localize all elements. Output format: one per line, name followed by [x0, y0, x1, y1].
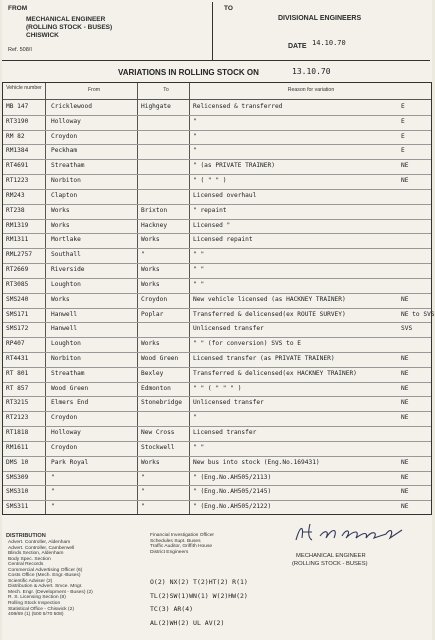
- from-depot: Norbiton: [51, 177, 81, 185]
- to-depot: Highgate: [141, 103, 171, 110]
- row-rule: [3, 485, 431, 486]
- vehicle-number: RM1611: [6, 443, 29, 451]
- variation-reason: " " (for conversion) SVS to E: [193, 340, 302, 348]
- distribution-count-line: AL(2)WH(2) UL AV(2): [150, 618, 225, 627]
- distribution-entry: Blinds Section, Aldenham: [8, 551, 64, 557]
- classification-code: SVS: [401, 325, 413, 333]
- variation-reason: " ": [193, 280, 205, 288]
- from-line-3: CHISWICK: [26, 32, 59, 39]
- vehicle-number: RT 801: [6, 369, 29, 377]
- to-depot: ": [141, 488, 145, 496]
- variation-reason: " repaint: [193, 206, 227, 214]
- table-row: [3, 100, 431, 115]
- vehicle-number: RT1223: [6, 177, 29, 185]
- vehicle-number: RT2669: [6, 266, 29, 274]
- variation-reason: " (Eng.No.AH505/2113): [193, 473, 272, 481]
- to-depot: Works: [141, 236, 160, 244]
- row-rule: [3, 322, 431, 323]
- distribution-entry: Body Spec. Section: [8, 556, 51, 562]
- vehicle-number: RT4691: [6, 162, 29, 170]
- signature: [290, 520, 410, 546]
- vehicle-number: RML2757: [6, 251, 33, 259]
- row-rule: [3, 396, 431, 397]
- from-depot: Streatham: [51, 162, 85, 170]
- classification-code: NE: [401, 458, 409, 466]
- variation-reason: New vehicle licensed (as HACKNEY TRAINER): [193, 295, 346, 303]
- row-rule: [3, 441, 431, 442]
- variation-reason: " (Eng.No.AH505/2145): [193, 488, 272, 496]
- table-row: [3, 352, 431, 367]
- to-depot: Works: [141, 458, 160, 466]
- distribution-entry: Financial Investigation Officer: [150, 533, 215, 538]
- distribution-count-line: O(2) NX(2) T(2)HT(2) R(1): [150, 578, 248, 586]
- from-depot: ": [51, 488, 55, 496]
- distribution-list-left: [8, 540, 93, 618]
- row-rule: [3, 174, 431, 175]
- row-rule: [3, 500, 431, 501]
- distribution-entry: Costs Office (Mech. Engr.-Buses): [8, 573, 81, 579]
- from-line-1: MECHANICAL ENGINEER: [26, 16, 106, 23]
- from-depot: Cricklewood: [51, 103, 92, 110]
- classification-code: NE: [401, 414, 409, 422]
- classification-code: E: [401, 117, 405, 125]
- table-row: [3, 293, 431, 308]
- table-row: [3, 219, 431, 234]
- to-depot: ": [141, 473, 145, 481]
- table-row: [3, 159, 431, 174]
- table-row: [3, 263, 431, 278]
- table-row: [3, 337, 431, 352]
- to-depot: Works: [141, 340, 160, 348]
- to-depot: Stonebridge: [141, 399, 182, 407]
- vehicle-number: RM1311: [6, 236, 29, 244]
- table-row: [3, 322, 431, 337]
- table-row: [3, 471, 431, 486]
- row-rule: [3, 263, 431, 264]
- classification-code: NE: [401, 354, 409, 362]
- date-label: DATE: [288, 43, 307, 50]
- vehicle-number: RM243: [6, 191, 25, 199]
- title-date: 13.10.70: [292, 67, 331, 76]
- signatory-title-2: (ROLLING STOCK - BUSES): [292, 561, 368, 567]
- row-rule: [3, 426, 431, 427]
- vehicle-number: RM1384: [6, 147, 29, 155]
- vehicle-number: RM1319: [6, 221, 29, 229]
- variation-reason: " ": [193, 443, 205, 451]
- row-rule: [3, 115, 431, 116]
- distribution-entry: 408/69 (1) (500 5/70 508): [8, 612, 64, 618]
- classification-code: NE: [401, 295, 409, 303]
- from-depot: Park Royal: [51, 458, 89, 466]
- table-row: [3, 500, 431, 515]
- to-depot: Croydon: [141, 295, 168, 303]
- distribution-entry: Central Records: [8, 562, 44, 568]
- signatory-title-1: MECHANICAL ENGINEER: [296, 553, 366, 559]
- from-depot: Norbiton: [51, 354, 81, 362]
- vehicle-number: DMS 10: [6, 458, 29, 466]
- distribution-entry: Schedules Supt. Buses: [150, 538, 201, 544]
- row-rule: [3, 144, 431, 145]
- variation-reason: Licensed transfer (as PRIVATE TRAINER): [193, 354, 335, 362]
- variation-reason: Licensed overhaul: [193, 191, 257, 199]
- from-depot: Hanwell: [51, 325, 78, 333]
- to-depot: Bexley: [141, 369, 164, 377]
- from-label: FROM: [8, 5, 28, 12]
- vehicle-number: RT2123: [6, 414, 29, 422]
- to-depot: Wood Green: [141, 354, 179, 362]
- classification-code: NE: [401, 369, 409, 377]
- column-header-vehicle: Vehicle number: [6, 85, 42, 91]
- from-depot: Riverside: [51, 266, 85, 274]
- to-depot: New Cross: [141, 429, 175, 437]
- from-depot: Elmers End: [51, 399, 89, 407]
- distribution-entry: Commercial Advertising Officer (6): [8, 567, 83, 573]
- distribution-entry: Advert. Controller, Aldenham: [8, 540, 71, 545]
- variation-reason: Licensed repaint: [193, 236, 253, 244]
- vehicle-number: SMS310: [6, 488, 29, 496]
- classification-code: E: [401, 132, 405, 140]
- table-row: [3, 382, 431, 397]
- vehicle-number: SMS240: [6, 295, 29, 303]
- variation-reason: " ( " " ): [193, 177, 227, 185]
- to-depot: Hackney: [141, 221, 168, 229]
- variation-reason: ": [193, 132, 197, 140]
- row-rule: [3, 293, 431, 294]
- column-header-reason: Reason for variation: [287, 87, 335, 93]
- to-depot: Edmonton: [141, 384, 171, 392]
- to-depot: Brixton: [141, 206, 168, 214]
- from-line-2: (ROLLING STOCK - BUSES): [26, 24, 113, 31]
- row-rule: [3, 159, 431, 160]
- row-rule: [3, 456, 431, 457]
- table-row: [3, 144, 431, 159]
- row-rule: [3, 352, 431, 353]
- classification-code: NE: [401, 384, 409, 392]
- table-row: [3, 308, 435, 323]
- classification-code: NE: [401, 473, 409, 481]
- distribution-counts: [150, 576, 248, 630]
- memo-header: [2, 2, 430, 61]
- distribution-entry: Traffic Auditor, Griffith House: [150, 544, 213, 550]
- distribution-list-right: [150, 533, 214, 555]
- from-depot: Clapton: [51, 191, 78, 199]
- from-depot: Wood Green: [51, 384, 89, 392]
- page-title: VARIATIONS IN ROLLING STOCK ON: [118, 68, 259, 77]
- to-depot: Poplar: [141, 310, 164, 318]
- vehicle-number: SMS171: [6, 310, 29, 318]
- variation-reason: New bus into stock (Eng.No.169431): [193, 458, 320, 466]
- vehicle-number: SMS311: [6, 503, 29, 511]
- row-rule: [3, 233, 431, 234]
- variation-reason: " (Eng.No.AH505/2122): [193, 503, 272, 511]
- vehicle-number: RM 82: [6, 132, 25, 140]
- table-row: [3, 485, 431, 500]
- from-depot: Works: [51, 206, 70, 214]
- row-rule: [3, 337, 431, 338]
- table-row: [3, 396, 431, 411]
- from-depot: Loughton: [51, 280, 81, 288]
- variation-reason: ": [193, 117, 197, 125]
- vehicle-number: RT238: [6, 206, 25, 214]
- row-rule: [3, 471, 431, 472]
- to-depot: ": [141, 503, 145, 511]
- from-depot: Streatham: [51, 369, 85, 377]
- variation-reason: " ": [193, 251, 205, 259]
- vehicle-number: MB 147: [6, 103, 29, 110]
- table-row: [3, 115, 431, 130]
- distribution-entry: District Engineers: [150, 549, 189, 555]
- distribution-entry: R. S. Licensing Section (8): [8, 595, 66, 601]
- vehicle-number: RT3215: [6, 399, 29, 407]
- row-rule: [3, 411, 431, 412]
- row-rule: [3, 189, 431, 190]
- variation-reason: Relicensed & transferred: [193, 103, 283, 110]
- distribution-entry: Advert. Controller, Camberwell: [8, 545, 75, 551]
- distribution-count-line: TL(2)SW(1)WN(1) W(2)HW(2): [150, 591, 248, 600]
- table-row: [3, 411, 431, 426]
- table-row: [3, 456, 431, 471]
- reference-number: Ref. 508/I: [8, 47, 32, 53]
- classification-code: NE to SVS: [401, 310, 435, 318]
- distribution-count-line: TC(3) AR(4): [150, 605, 194, 613]
- row-rule: [3, 308, 431, 309]
- from-depot: Works: [51, 295, 70, 303]
- row-rule: [3, 219, 431, 220]
- vehicle-number: SMS172: [6, 325, 29, 333]
- to-depot: Works: [141, 266, 160, 274]
- to-value: DIVISIONAL ENGINEERS: [278, 15, 362, 22]
- from-depot: Croydon: [51, 414, 78, 422]
- from-depot: Mortlake: [51, 236, 81, 244]
- variation-reason: " " ( " " " ): [193, 384, 242, 392]
- vehicle-number: RT 857: [6, 384, 29, 392]
- from-depot: Works: [51, 221, 70, 229]
- classification-code: NE: [401, 503, 409, 511]
- table-row: [3, 189, 431, 204]
- to-depot: Stockwell: [141, 443, 175, 451]
- column-header-to: To: [163, 87, 169, 93]
- vehicle-number: RT1818: [6, 429, 29, 437]
- row-rule: [3, 382, 431, 383]
- distribution-entry: Scientific Adviser (2): [8, 578, 53, 584]
- from-depot: Holloway: [51, 117, 81, 125]
- variation-reason: ": [193, 414, 197, 422]
- variation-reason: ": [193, 147, 197, 155]
- from-depot: Southall: [51, 251, 81, 259]
- table-row: [3, 174, 431, 189]
- table-row: [3, 204, 431, 219]
- row-rule: [3, 204, 431, 205]
- classification-code: E: [401, 103, 405, 110]
- variation-reason: Unlicensed transfer: [193, 325, 264, 333]
- header-divider: [212, 2, 213, 60]
- from-depot: Hanwell: [51, 310, 78, 318]
- classification-code: NE: [401, 399, 409, 407]
- table-row: [3, 278, 431, 293]
- variation-reason: Licensed ": [193, 221, 231, 229]
- row-rule: [3, 248, 431, 249]
- table-row: [3, 426, 431, 441]
- classification-code: NE: [401, 177, 409, 185]
- row-rule: [3, 278, 431, 279]
- classification-code: NE: [401, 162, 409, 170]
- variation-reason: Transferred & delicensed(ex ROUTE SURVEY): [193, 310, 346, 318]
- distribution-title: DISTRIBUTION: [6, 533, 46, 539]
- from-depot: Croydon: [51, 443, 78, 451]
- to-label: TO: [224, 5, 233, 12]
- classification-code: E: [401, 147, 405, 155]
- column-header-from: From: [87, 87, 101, 93]
- date-value: 14.10.70: [312, 39, 346, 47]
- vehicle-number: RT4431: [6, 354, 29, 362]
- classification-code: NE: [401, 488, 409, 496]
- table-row: [3, 441, 431, 456]
- from-depot: Peckham: [51, 147, 78, 155]
- row-rule: [3, 130, 431, 131]
- variations-table: [2, 82, 435, 515]
- variation-reason: Unlicensed transfer: [193, 399, 264, 407]
- variation-reason: Transferred & delicensed(ex HACKNEY TRAINER): [193, 369, 357, 377]
- distribution-entry: Rolling Stock Inspection: [8, 601, 61, 607]
- table-row: [3, 367, 431, 382]
- row-rule: [3, 367, 431, 368]
- variation-reason: Licensed transfer: [193, 429, 257, 437]
- table-row: [3, 130, 431, 145]
- distribution-entry: Mech. Engr. (Development - Buses) (2): [8, 589, 93, 595]
- vehicle-number: RP407: [6, 340, 25, 348]
- vehicle-number: RT3190: [6, 117, 29, 125]
- from-depot: ": [51, 473, 55, 481]
- from-depot: Croydon: [51, 132, 78, 140]
- table-row: [3, 233, 431, 248]
- variation-reason: " ": [193, 266, 205, 274]
- table-row: [3, 248, 431, 263]
- from-depot: Holloway: [51, 429, 81, 437]
- from-depot: ": [51, 503, 55, 511]
- from-depot: Loughton: [51, 340, 81, 348]
- distribution-entry: Distribution & Advert. Srvce. Mngr.: [8, 584, 83, 590]
- vehicle-number: SMS309: [6, 473, 29, 481]
- vehicle-number: RT3085: [6, 280, 29, 288]
- to-depot: ": [141, 251, 145, 259]
- to-depot: Works: [141, 280, 160, 288]
- variation-reason: " (as PRIVATE TRAINER): [193, 162, 275, 170]
- distribution-entry: Statistical Office - Chiswick (2): [8, 606, 74, 612]
